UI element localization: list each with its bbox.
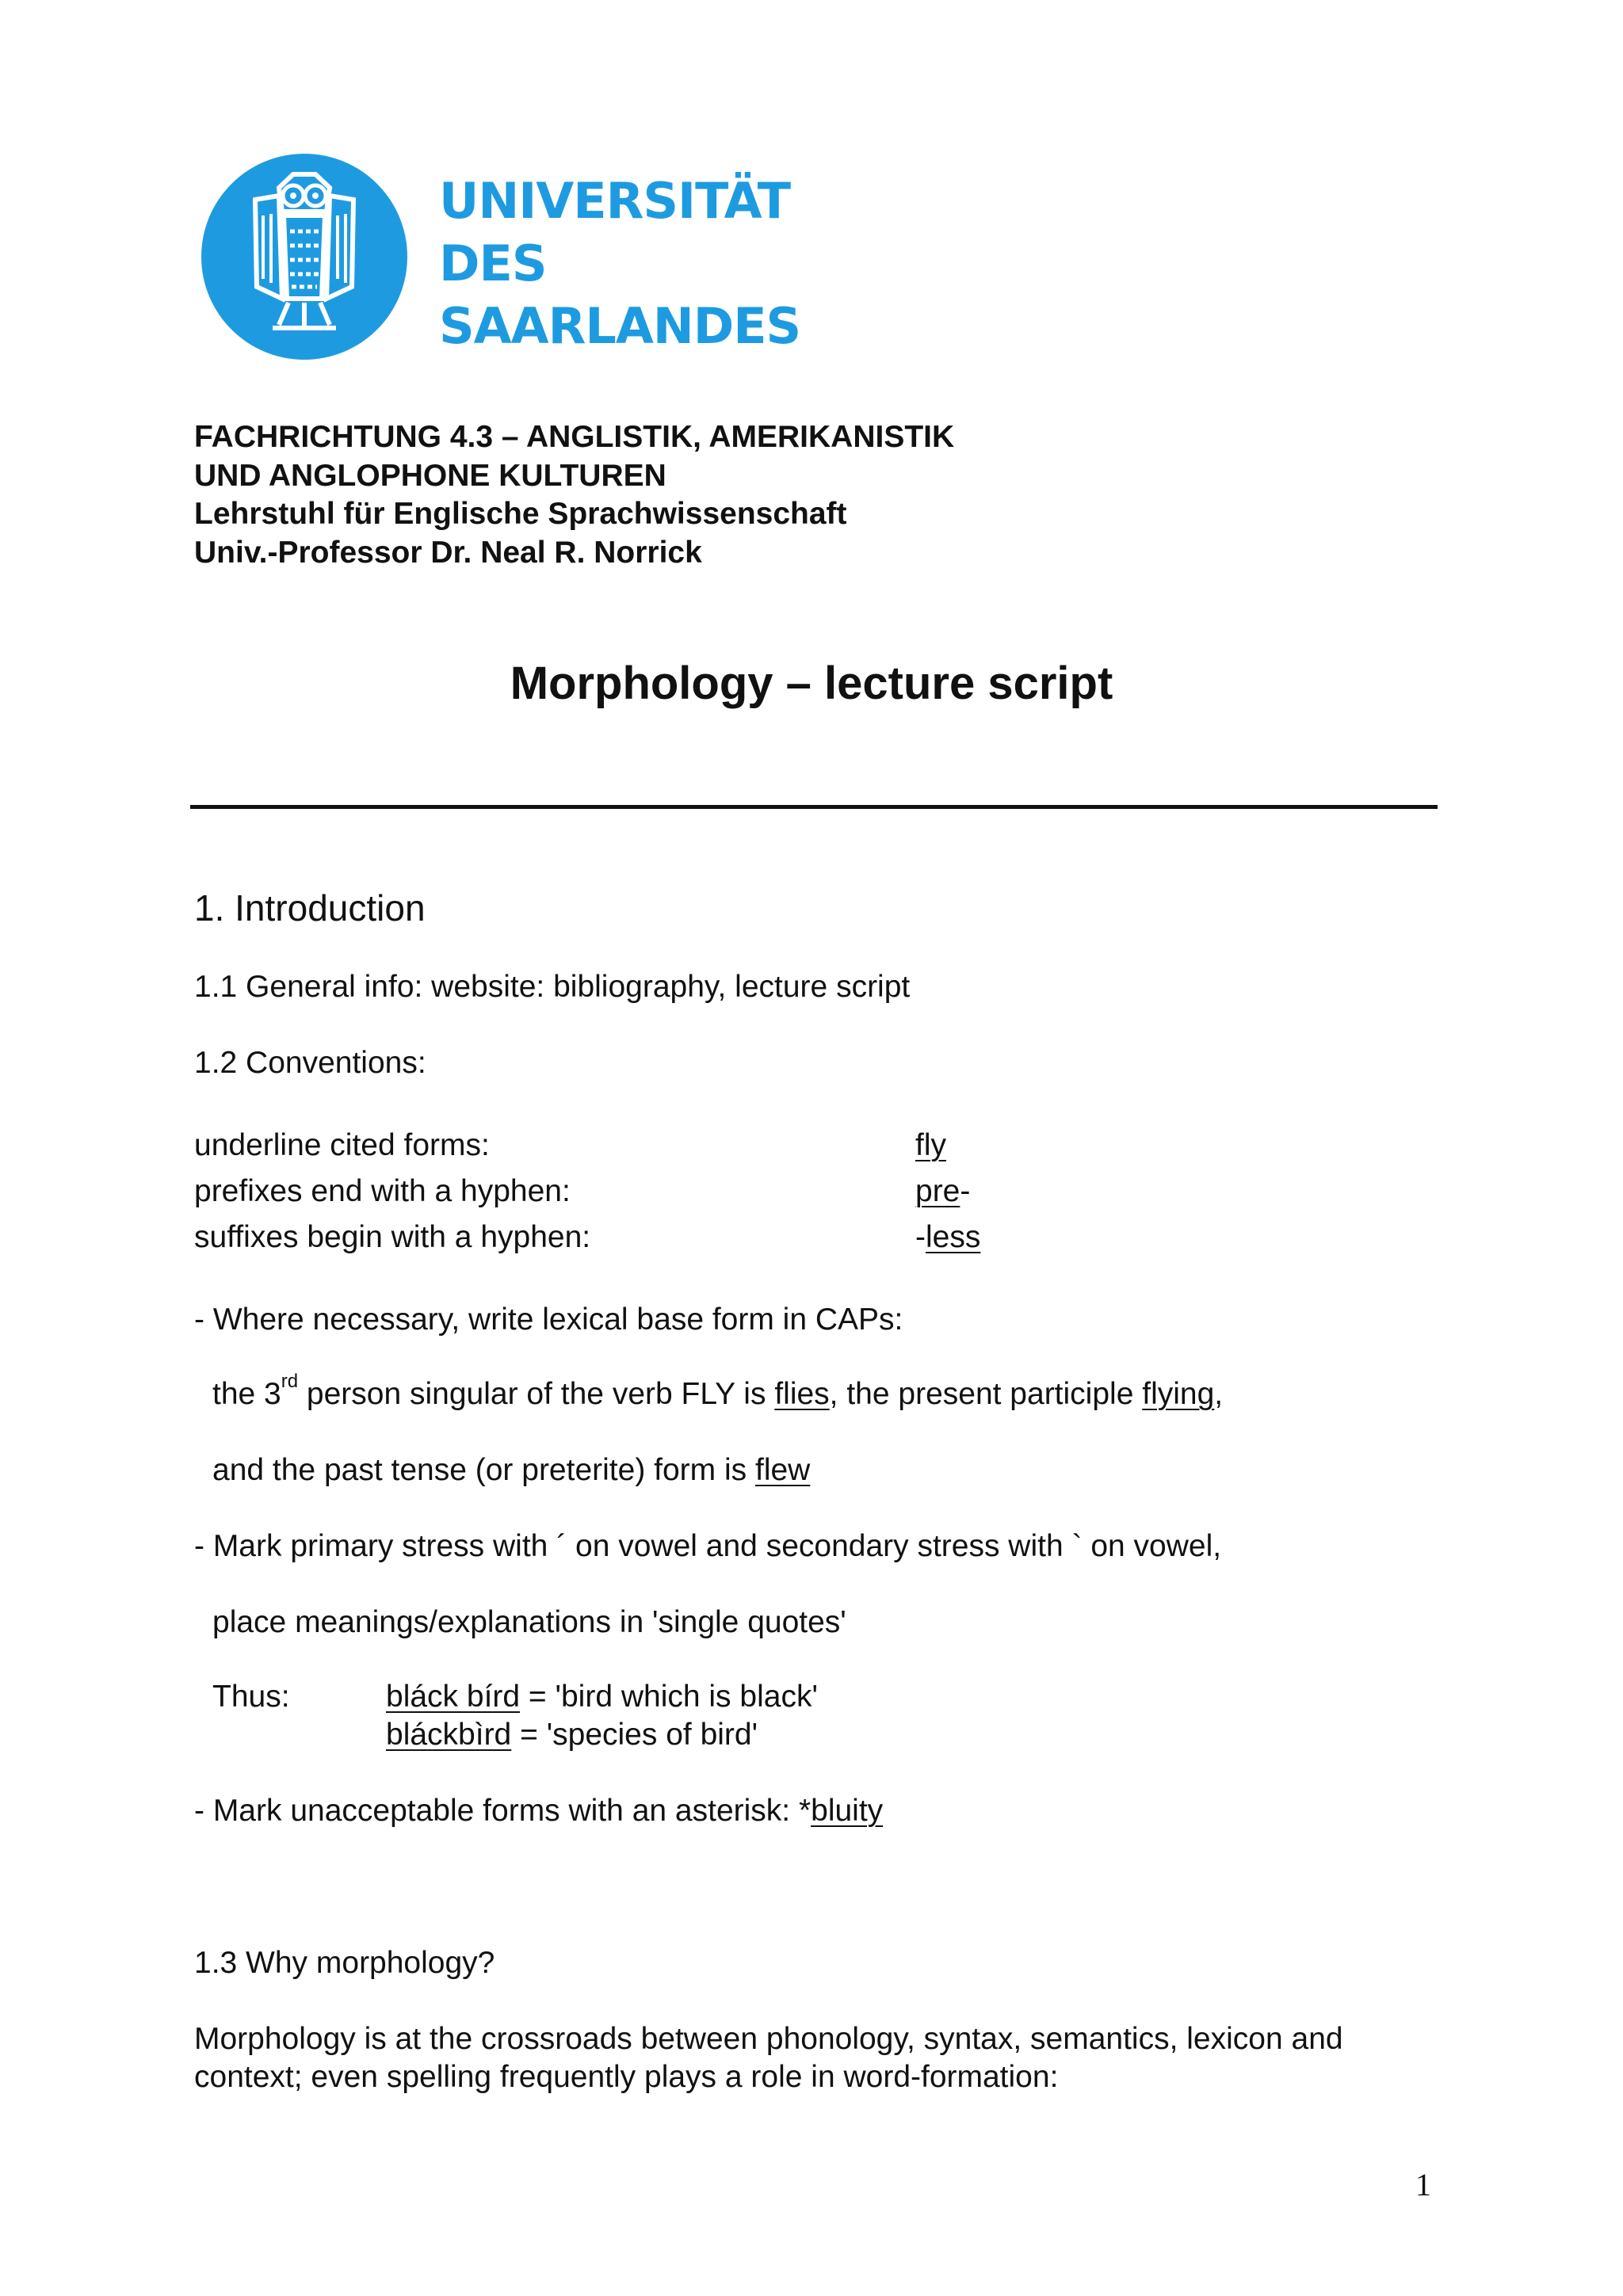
document-title: Morphology – lecture script bbox=[510, 658, 1113, 709]
cited-form: bláckbìrd bbox=[386, 1718, 512, 1752]
thus-label: Thus: bbox=[212, 1680, 290, 1714]
text-run: = 'species of bird' bbox=[511, 1718, 758, 1752]
thus-example-1 bbox=[386, 1678, 818, 1716]
cited-form: pre bbox=[915, 1174, 960, 1208]
subsection-why-morphology: 1.3 Why morphology? bbox=[194, 1946, 495, 1980]
cited-form: less bbox=[926, 1220, 981, 1254]
convention-example bbox=[915, 1219, 980, 1257]
example-verb-forms bbox=[212, 1371, 1224, 1413]
convention-row-2 bbox=[194, 1173, 971, 1211]
hyphen: - bbox=[960, 1174, 971, 1208]
text-run: the 3 bbox=[212, 1377, 281, 1411]
university-wordmark bbox=[439, 170, 800, 357]
cited-form: bláck bírd bbox=[386, 1680, 521, 1714]
text-run: and the past tense (or preterite) form is bbox=[212, 1453, 755, 1487]
convention-label: prefixes end with a hyphen: bbox=[194, 1174, 571, 1208]
text-run: = 'bird which is black' bbox=[520, 1680, 818, 1714]
logo-line-1: UNIVERSITÄT bbox=[439, 172, 791, 230]
cited-form: flies bbox=[774, 1377, 830, 1411]
cited-form: fly bbox=[915, 1128, 946, 1162]
convention-example bbox=[915, 1127, 946, 1165]
logo-line-3: SAARLANDES bbox=[439, 297, 801, 355]
convention-example bbox=[915, 1173, 970, 1211]
subsection-conventions: 1.2 Conventions: bbox=[194, 1046, 426, 1080]
logo-line-2: DES bbox=[439, 235, 547, 292]
example-past-tense bbox=[212, 1451, 810, 1489]
text-run: , the present participle bbox=[829, 1377, 1143, 1411]
convention-row-1 bbox=[194, 1127, 946, 1165]
dept-line-1: FACHRICHTUNG 4.3 – ANGLISTIK, AMERIKANISTIK bbox=[194, 420, 955, 454]
title-divider bbox=[190, 805, 1438, 809]
thus-example-2 bbox=[386, 1716, 758, 1754]
cited-form: flying bbox=[1142, 1377, 1215, 1411]
stress-rule: - Mark primary stress with ´ on vowel and secondary stress with ` on vowel, bbox=[194, 1529, 1222, 1563]
cited-form: bluity bbox=[811, 1794, 884, 1828]
convention-label: suffixes begin with a hyphen: bbox=[194, 1220, 591, 1254]
page-number: 1 bbox=[1415, 2167, 1431, 2203]
dept-line-4: Univ.-Professor Dr. Neal R. Norrick bbox=[194, 535, 702, 570]
subsection-general-info: 1.1 General info: website: bibliography, lecture script bbox=[194, 970, 911, 1004]
convention-label: underline cited forms: bbox=[194, 1128, 490, 1162]
cited-form: flew bbox=[754, 1453, 811, 1487]
text-run: - Mark unacceptable forms with an asterisk: * bbox=[194, 1794, 812, 1828]
text-run: , bbox=[1214, 1377, 1224, 1411]
text-run: person singular of the verb FLY is bbox=[298, 1377, 775, 1411]
dept-line-2: UND ANGLOPHONE KULTUREN bbox=[194, 458, 666, 493]
paragraph-line-1: Morphology is at the crossroads between phonology, syntax, semantics, lexicon and bbox=[194, 2022, 1343, 2056]
dept-line-3: Lehrstuhl für Englische Sprachwissenschaft bbox=[194, 497, 847, 531]
university-logo bbox=[200, 152, 801, 366]
section-heading-introduction: 1. Introduction bbox=[194, 887, 426, 929]
convention-row-3 bbox=[194, 1219, 981, 1257]
department-header bbox=[194, 418, 954, 572]
paragraph-line-2: context; even spelling frequently plays a role in word-formation: bbox=[194, 2060, 1059, 2094]
owl-seal-icon bbox=[200, 152, 409, 361]
hyphen: - bbox=[915, 1220, 926, 1254]
caps-rule: - Where necessary, write lexical base form in CAPs: bbox=[194, 1302, 903, 1337]
superscript: rd bbox=[281, 1371, 299, 1392]
quotes-rule: place meanings/explanations in 'single quotes' bbox=[212, 1605, 846, 1639]
asterisk-rule bbox=[194, 1792, 883, 1830]
